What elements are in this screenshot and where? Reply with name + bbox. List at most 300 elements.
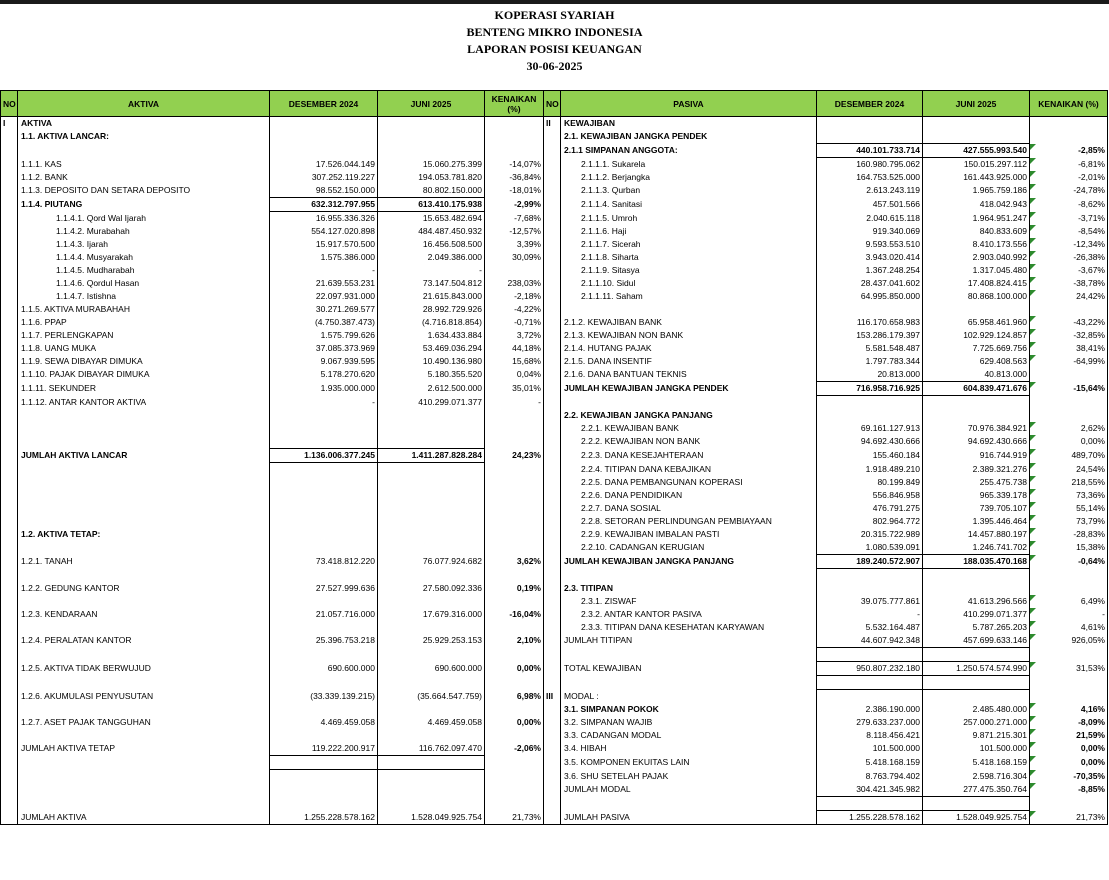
jun-left	[378, 422, 485, 435]
des-left: 4.469.459.058	[270, 716, 378, 729]
no-right	[544, 742, 561, 756]
ken-left: 0,00%	[485, 716, 544, 729]
pasiva-label: 2.1.4. HUTANG PAJAK	[561, 342, 817, 355]
jun-right: 1.965.759.186	[923, 184, 1030, 198]
no-left	[1, 621, 18, 634]
aktiva-label: 1.1.4.6. Qordul Hasan	[18, 277, 270, 290]
aktiva-label: 1.1.4.5. Mudharabah	[18, 264, 270, 277]
des-right: 80.199.849	[817, 476, 923, 489]
des-left: 119.222.200.917	[270, 742, 378, 756]
no-right	[544, 541, 561, 555]
col-no-right: NO	[544, 91, 561, 117]
des-right: 802.964.772	[817, 515, 923, 528]
table-row	[1, 742, 1108, 756]
table-row	[1, 409, 1108, 422]
jun-left: 4.469.459.058	[378, 716, 485, 729]
no-left	[1, 171, 18, 184]
des-right	[817, 690, 923, 704]
des-left: 5.178.270.620	[270, 368, 378, 382]
pasiva-label	[561, 303, 817, 316]
pasiva-label: 2.2.7. DANA SOSIAL	[561, 502, 817, 515]
des-right	[817, 676, 923, 690]
jun-left: (35.664.547.759)	[378, 690, 485, 704]
aktiva-label: 1.2.5. AKTIVA TIDAK BERWUJUD	[18, 662, 270, 676]
jun-left: 17.679.316.000	[378, 608, 485, 621]
table-row	[1, 797, 1108, 811]
ken-right	[1030, 303, 1108, 316]
jun-right: 457.699.633.146	[923, 634, 1030, 648]
aktiva-label	[18, 648, 270, 662]
table-row	[1, 212, 1108, 226]
no-right	[544, 449, 561, 463]
no-right	[544, 502, 561, 515]
jun-right: 1.395.446.464	[923, 515, 1030, 528]
pasiva-label: 2.1.1.3. Qurban	[561, 184, 817, 198]
aktiva-label: 1.1.9. SEWA DIBAYAR DIMUKA	[18, 355, 270, 368]
table-row	[1, 703, 1108, 716]
aktiva-label: 1.2.6. AKUMULASI PENYUSUTAN	[18, 690, 270, 704]
aktiva-label	[18, 703, 270, 716]
des-right: 2.040.615.118	[817, 212, 923, 226]
no-right	[544, 716, 561, 729]
pasiva-label: 3.1. SIMPANAN POKOK	[561, 703, 817, 716]
des-right	[817, 396, 923, 410]
des-left	[270, 144, 378, 158]
table-row	[1, 329, 1108, 342]
table-row	[1, 634, 1108, 648]
aktiva-label: 1.1.7. PERLENGKAPAN	[18, 329, 270, 342]
pasiva-label: 2.2.10. CADANGAN KERUGIAN	[561, 541, 817, 555]
ken-right: 4,61%	[1030, 621, 1108, 634]
no-right	[544, 130, 561, 144]
table-row	[1, 144, 1108, 158]
ken-left: 238,03%	[485, 277, 544, 290]
jun-left	[378, 476, 485, 489]
ken-left	[485, 648, 544, 662]
pasiva-label: 2.1.1.10. Sidul	[561, 277, 817, 290]
table-row	[1, 355, 1108, 368]
des-left	[270, 117, 378, 131]
jun-right: 1.528.049.925.754	[923, 811, 1030, 825]
jun-right	[923, 117, 1030, 131]
pasiva-label: 2.3.2. ANTAR KANTOR PASIVA	[561, 608, 817, 621]
table-row	[1, 303, 1108, 316]
pasiva-label: 2.1.1.5. Umroh	[561, 212, 817, 226]
aktiva-label: 1.1.4.1. Qord Wal Ijarah	[18, 212, 270, 226]
jun-right: 965.339.178	[923, 489, 1030, 502]
no-left	[1, 783, 18, 797]
ken-left: -16,04%	[485, 608, 544, 621]
jun-left: 410.299.071.377	[378, 396, 485, 410]
des-left	[270, 569, 378, 583]
des-right: 440.101.733.714	[817, 144, 923, 158]
ken-right	[1030, 117, 1108, 131]
jun-right: 94.692.430.666	[923, 435, 1030, 449]
aktiva-label: JUMLAH AKTIVA TETAP	[18, 742, 270, 756]
ken-right: -28,83%	[1030, 528, 1108, 541]
des-right: 2.613.243.119	[817, 184, 923, 198]
ken-left	[485, 528, 544, 541]
pasiva-label: 2.1.1.1. Sukarela	[561, 158, 817, 172]
des-left	[270, 422, 378, 435]
table-row	[1, 541, 1108, 555]
des-left	[270, 463, 378, 477]
jun-right: 427.555.993.540	[923, 144, 1030, 158]
report-header	[0, 7, 1109, 75]
table-row	[1, 595, 1108, 608]
ken-left: 0,00%	[485, 662, 544, 676]
table-row	[1, 277, 1108, 290]
col-des-right: DESEMBER 2024	[817, 91, 923, 117]
no-left	[1, 422, 18, 435]
des-right: 5.581.548.487	[817, 342, 923, 355]
no-left	[1, 502, 18, 515]
jun-left: 116.762.097.470	[378, 742, 485, 756]
des-left	[270, 676, 378, 690]
ken-right: -12,34%	[1030, 238, 1108, 251]
report-title: LAPORAN POSISI KEUANGAN	[467, 42, 642, 56]
jun-right: 101.500.000	[923, 742, 1030, 756]
table-row	[1, 621, 1108, 634]
jun-left	[378, 144, 485, 158]
pasiva-label: 2.2.9. KEWAJIBAN IMBALAN PASTI	[561, 528, 817, 541]
pasiva-label: JUMLAH TITIPAN	[561, 634, 817, 648]
ken-left	[485, 595, 544, 608]
aktiva-label: 1.1.10. PAJAK DIBAYAR DIMUKA	[18, 368, 270, 382]
ken-left	[485, 676, 544, 690]
ken-left: -14,07%	[485, 158, 544, 172]
des-right: 279.633.237.000	[817, 716, 923, 729]
jun-left: 53.469.036.294	[378, 342, 485, 355]
ken-right: 15,38%	[1030, 541, 1108, 555]
ken-right	[1030, 569, 1108, 583]
jun-left	[378, 621, 485, 634]
aktiva-label: 1.2.4. PERALATAN KANTOR	[18, 634, 270, 648]
org-name: KOPERASI SYARIAH	[494, 8, 615, 22]
no-right	[544, 368, 561, 382]
aktiva-label: 1.1. AKTIVA LANCAR:	[18, 130, 270, 144]
aktiva-label: 1.1.4.4. Musyarakah	[18, 251, 270, 264]
org-subname: BENTENG MIKRO INDONESIA	[466, 25, 643, 39]
ken-right: 0,00%	[1030, 435, 1108, 449]
des-right	[817, 130, 923, 144]
ken-left	[485, 264, 544, 277]
ken-right: 21,59%	[1030, 729, 1108, 742]
pasiva-label: 2.1.1.4. Sanitasi	[561, 198, 817, 212]
no-left	[1, 382, 18, 396]
no-right	[544, 277, 561, 290]
des-left: 37.085.373.969	[270, 342, 378, 355]
des-right: 69.161.127.913	[817, 422, 923, 435]
jun-right: 5.787.265.203	[923, 621, 1030, 634]
pasiva-label: 2.1.6. DANA BANTUAN TEKNIS	[561, 368, 817, 382]
ken-right: -26,38%	[1030, 251, 1108, 264]
pasiva-label: 2.2.8. SETORAN PERLINDUNGAN PEMBIAYAAN	[561, 515, 817, 528]
des-left: 21.639.553.231	[270, 277, 378, 290]
no-right	[544, 621, 561, 634]
des-left	[270, 528, 378, 541]
table-row	[1, 342, 1108, 355]
no-right	[544, 396, 561, 410]
jun-left	[378, 435, 485, 449]
pasiva-label: JUMLAH KEWAJIBAN JANGKA PANJANG	[561, 555, 817, 569]
des-left: 1.575.386.000	[270, 251, 378, 264]
aktiva-label: JUMLAH AKTIVA LANCAR	[18, 449, 270, 463]
ken-left: -4,22%	[485, 303, 544, 316]
top-border	[0, 0, 1109, 4]
no-left	[1, 716, 18, 729]
pasiva-label	[561, 569, 817, 583]
no-left	[1, 703, 18, 716]
no-left	[1, 489, 18, 502]
aktiva-label: 1.2.3. KENDARAAN	[18, 608, 270, 621]
jun-right: 161.443.925.000	[923, 171, 1030, 184]
no-left	[1, 355, 18, 368]
jun-right: 14.457.880.197	[923, 528, 1030, 541]
jun-left	[378, 528, 485, 541]
no-right	[544, 783, 561, 797]
pasiva-label: 2.2.4. TITIPAN DANA KEBAJIKAN	[561, 463, 817, 477]
no-left	[1, 676, 18, 690]
des-left: 1.136.006.377.245	[270, 449, 378, 463]
des-right: 20.813.000	[817, 368, 923, 382]
ken-right: 218,55%	[1030, 476, 1108, 489]
jun-left: -	[378, 264, 485, 277]
ken-left: 30,09%	[485, 251, 544, 264]
no-left	[1, 184, 18, 198]
jun-left: 73.147.504.812	[378, 277, 485, 290]
pasiva-label	[561, 396, 817, 410]
table-row	[1, 130, 1108, 144]
ken-right: -3,67%	[1030, 264, 1108, 277]
des-left: 73.418.812.220	[270, 555, 378, 569]
pasiva-label: 2.2.1. KEWAJIBAN BANK	[561, 422, 817, 435]
ken-right: 0,00%	[1030, 742, 1108, 756]
jun-left: 10.490.136.980	[378, 355, 485, 368]
jun-left: 15.060.275.399	[378, 158, 485, 172]
ken-right: 0,00%	[1030, 756, 1108, 770]
jun-right: 5.418.168.159	[923, 756, 1030, 770]
no-right	[544, 676, 561, 690]
jun-right: 629.408.563	[923, 355, 1030, 368]
jun-right: 65.958.461.960	[923, 316, 1030, 329]
no-left	[1, 435, 18, 449]
pasiva-label: 3.5. KOMPONEN EKUITAS LAIN	[561, 756, 817, 770]
ken-left: -36,84%	[485, 171, 544, 184]
no-left	[1, 541, 18, 555]
pasiva-label: 2.3.1. ZISWAF	[561, 595, 817, 608]
jun-left: 28.992.729.926	[378, 303, 485, 316]
des-left	[270, 409, 378, 422]
pasiva-label: 2.1.3. KEWAJIBAN NON BANK	[561, 329, 817, 342]
des-right: 304.421.345.982	[817, 783, 923, 797]
table-row	[1, 117, 1108, 131]
no-right	[544, 770, 561, 784]
ken-left: 2,10%	[485, 634, 544, 648]
ken-left	[485, 435, 544, 449]
pasiva-label: 3.6. SHU SETELAH PAJAK	[561, 770, 817, 784]
ken-left: 3,62%	[485, 555, 544, 569]
jun-right: 41.613.296.566	[923, 595, 1030, 608]
no-right	[544, 476, 561, 489]
ken-left: 3,39%	[485, 238, 544, 251]
table-row	[1, 422, 1108, 435]
no-right	[544, 608, 561, 621]
no-right: III	[544, 690, 561, 704]
des-right: 5.532.164.487	[817, 621, 923, 634]
jun-right: 277.475.350.764	[923, 783, 1030, 797]
table-row	[1, 676, 1108, 690]
pasiva-label: 2.1.1.2. Berjangka	[561, 171, 817, 184]
jun-left	[378, 515, 485, 528]
ken-right: -8,09%	[1030, 716, 1108, 729]
pasiva-label: 2.1.1.8. Siharta	[561, 251, 817, 264]
no-right	[544, 569, 561, 583]
des-right: 716.958.716.925	[817, 382, 923, 396]
pasiva-label: 2.1.1 SIMPANAN ANGGOTA:	[561, 144, 817, 158]
no-left	[1, 662, 18, 676]
ken-left: -12,57%	[485, 225, 544, 238]
jun-left	[378, 541, 485, 555]
table-row	[1, 225, 1108, 238]
jun-right: 2.389.321.276	[923, 463, 1030, 477]
ken-left	[485, 144, 544, 158]
table-row	[1, 555, 1108, 569]
no-right	[544, 515, 561, 528]
table-row	[1, 582, 1108, 595]
ken-left	[485, 756, 544, 770]
des-left	[270, 515, 378, 528]
des-left: -	[270, 396, 378, 410]
ken-left	[485, 515, 544, 528]
no-right	[544, 382, 561, 396]
no-right	[544, 528, 561, 541]
no-left	[1, 811, 18, 825]
no-right	[544, 634, 561, 648]
pasiva-label: 2.1.5. DANA INSENTIF	[561, 355, 817, 368]
des-left: 1.575.799.626	[270, 329, 378, 342]
table-row	[1, 569, 1108, 583]
no-left	[1, 409, 18, 422]
ken-right: 2,62%	[1030, 422, 1108, 435]
table-row	[1, 396, 1108, 410]
des-right	[817, 797, 923, 811]
ken-left: -2,06%	[485, 742, 544, 756]
jun-right	[923, 648, 1030, 662]
no-left	[1, 742, 18, 756]
pasiva-label: 2.3.3. TITIPAN DANA KESEHATAN KARYAWAN	[561, 621, 817, 634]
des-right	[817, 117, 923, 131]
no-right	[544, 251, 561, 264]
aktiva-label	[18, 783, 270, 797]
jun-right: 1.250.574.574.990	[923, 662, 1030, 676]
des-left: 632.312.797.955	[270, 198, 378, 212]
des-right: 8.118.456.421	[817, 729, 923, 742]
no-left	[1, 608, 18, 621]
des-left: 1.255.228.578.162	[270, 811, 378, 825]
aktiva-label	[18, 476, 270, 489]
no-left	[1, 463, 18, 477]
des-left	[270, 770, 378, 784]
no-left	[1, 528, 18, 541]
pasiva-label: 3.3. CADANGAN MODAL	[561, 729, 817, 742]
aktiva-label	[18, 621, 270, 634]
no-right	[544, 238, 561, 251]
table-row	[1, 368, 1108, 382]
table-row	[1, 158, 1108, 172]
jun-left: 76.077.924.682	[378, 555, 485, 569]
table-row	[1, 238, 1108, 251]
des-right	[817, 582, 923, 595]
no-left	[1, 290, 18, 303]
ken-right: -	[1030, 608, 1108, 621]
jun-left: 690.600.000	[378, 662, 485, 676]
des-right: 1.080.539.091	[817, 541, 923, 555]
jun-left	[378, 130, 485, 144]
ken-right: -2,01%	[1030, 171, 1108, 184]
pasiva-label: 2.1.1.7. Sicerah	[561, 238, 817, 251]
jun-right	[923, 676, 1030, 690]
jun-right: 2.485.480.000	[923, 703, 1030, 716]
aktiva-label	[18, 541, 270, 555]
des-left	[270, 648, 378, 662]
no-left	[1, 555, 18, 569]
des-right: 153.286.179.397	[817, 329, 923, 342]
aktiva-label: 1.1.2. BANK	[18, 171, 270, 184]
pasiva-label: 2.2.2. KEWAJIBAN NON BANK	[561, 435, 817, 449]
aktiva-label: 1.1.6. PPAP	[18, 316, 270, 329]
des-left	[270, 797, 378, 811]
no-left	[1, 797, 18, 811]
jun-right: 150.015.297.112	[923, 158, 1030, 172]
des-left	[270, 595, 378, 608]
jun-left: 5.180.355.520	[378, 368, 485, 382]
no-right	[544, 489, 561, 502]
aktiva-label	[18, 595, 270, 608]
jun-right: 2.598.716.304	[923, 770, 1030, 784]
ken-left	[485, 409, 544, 422]
pasiva-label	[561, 648, 817, 662]
no-left	[1, 756, 18, 770]
no-left	[1, 225, 18, 238]
ken-right: 31,53%	[1030, 662, 1108, 676]
table-row	[1, 316, 1108, 329]
ken-right	[1030, 648, 1108, 662]
jun-left	[378, 489, 485, 502]
ken-left	[485, 783, 544, 797]
no-left	[1, 449, 18, 463]
des-right: 2.386.190.000	[817, 703, 923, 716]
table-row	[1, 502, 1108, 515]
jun-left	[378, 595, 485, 608]
ken-left	[485, 476, 544, 489]
des-right: 164.753.525.000	[817, 171, 923, 184]
ken-right: -70,35%	[1030, 770, 1108, 784]
no-left	[1, 198, 18, 212]
des-right: 1.367.248.254	[817, 264, 923, 277]
jun-right: 17.408.824.415	[923, 277, 1030, 290]
jun-left	[378, 409, 485, 422]
aktiva-label	[18, 756, 270, 770]
jun-right: 739.705.107	[923, 502, 1030, 515]
no-left	[1, 303, 18, 316]
des-right	[817, 303, 923, 316]
no-right	[544, 648, 561, 662]
des-left: 690.600.000	[270, 662, 378, 676]
des-left: 22.097.931.000	[270, 290, 378, 303]
ken-right: -8,62%	[1030, 198, 1108, 212]
des-right: 3.943.020.414	[817, 251, 923, 264]
